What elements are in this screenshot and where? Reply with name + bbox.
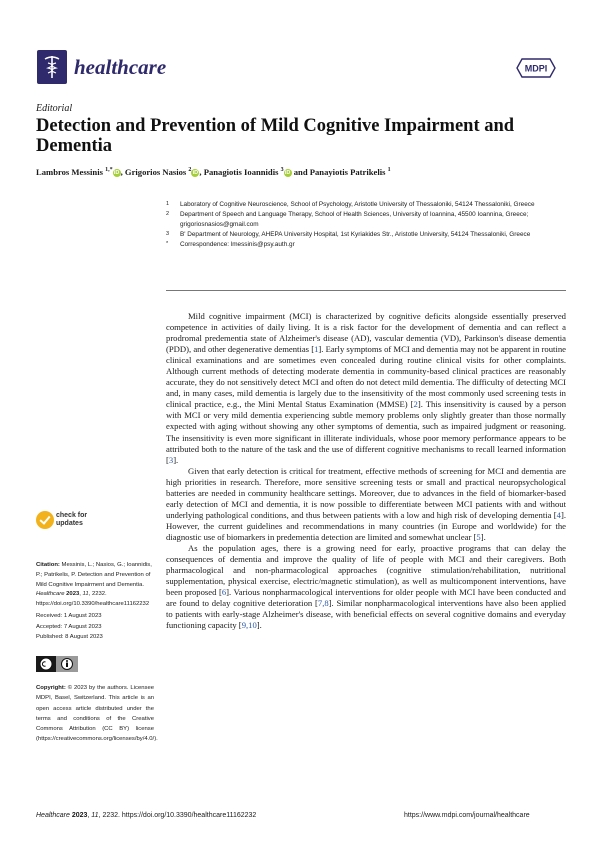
paragraph-text: ].	[173, 454, 179, 465]
author-affiliation-number: 3	[280, 167, 284, 173]
author-affiliation-number: 1,*	[105, 167, 113, 173]
footer-doi-link[interactable]: , 2232. https://doi.org/10.3390/healthcare11162232	[98, 812, 257, 819]
paragraph-text: ]. Various nonpharmacological interventions for older people with MCI have been conducted and are found to delay cognitive deterioration [	[166, 587, 566, 609]
cc-by-license-icon[interactable]	[36, 656, 78, 672]
paragraph-text: ]. Early symptoms of MCI and dementia may not be apparent in routine clinical examinations and are sometimes even concealed during routine clinical visits for other complaints. Although current methods of detecting moderate dementia in community-based clinical practices are reasonably accurate, they do not sensitively detect MCI and often do not detect mild dementia. The difficulty of detecting MCI and, in many cases, mild dementia is largely due to the insensitivity of the most commonly used screening tests in clinical practice, e.g., the Mini Mental Status Examination (MMSE) [	[166, 344, 566, 410]
paragraph-text: ]. This insensitivity is caused by a person with MCI or very mild dementia experiencing subtle memory problems only slightly greater than those normally expected with aging without showing any other symptoms of dementia, such as impaired judgment or reasoning. The insensitivity is even more significant in illiterate individuals, whose poor memory performance appears to be attributed both to the nature of the task and the use of different cognitive mechanisms to recall learned information [	[166, 399, 567, 465]
citation-text: Messinis, L.; Nasios, G.; Ioannidis, P.; Patrikelis, P. Detection and Prevention of Mild Cognitive Impairment and Dementia.	[36, 562, 152, 588]
footer-volume: 11	[91, 812, 99, 819]
citation-label: Citation:	[36, 562, 60, 568]
citation-volume: 11	[82, 591, 89, 598]
publisher-logo	[516, 58, 556, 78]
received-date: Received: 1 August 2023	[36, 613, 102, 619]
footer-year: 2023	[71, 812, 88, 819]
affiliation-item	[166, 210, 566, 230]
paragraph-text: ].	[256, 620, 262, 631]
author-affiliation-number: 2	[188, 167, 192, 173]
affiliations	[166, 200, 566, 250]
affiliation-text: Correspondence: lmessinis@psy.auth.gr	[180, 240, 295, 248]
orcid-icon[interactable]: iD	[192, 169, 199, 176]
citation-journal: Healthcare	[36, 591, 65, 598]
paragraph-text: ].	[480, 531, 486, 542]
check-for-updates-button[interactable]	[36, 509, 106, 533]
citation-reference-link[interactable]: 9,10	[241, 620, 257, 631]
author-affiliation-number: 1	[387, 167, 391, 173]
author-name: Lambros Messinis	[36, 166, 103, 177]
paragraph-text: Mild cognitive impairment (MCI) is characterized by cognitive deficits alongside essentially preserved competence in activities of daily living. It is a risk factor for the development of dementia and can reflect a prodromal predementia state of Alzheimer's disease (AD), vascular dementia (VD), Parkinson's disease dementia (PDD), and other degenerative dementias [	[166, 311, 566, 355]
author-name: Panayiotis Patrikelis	[309, 166, 386, 177]
citation-reference-link[interactable]: 6	[221, 587, 227, 598]
affiliation-number: *	[166, 240, 169, 247]
copyright-label: Copyright:	[36, 685, 66, 691]
orcid-icon[interactable]: iD	[284, 169, 291, 176]
author-list: Lambros Messinis $^{1,*}$iD, Grigorios Nasios $^2$iD, Panagiotis Ioannidis $^3$iD and Panayiotis Patrikelis $^1$	[36, 166, 391, 177]
dates-block	[36, 611, 154, 643]
affiliation-text: Department of Speech and Language Therapy, School of Health Sciences, University of Ioannina, 45500 Ioannina, Greece; grigoriosnasios@gmail.com	[180, 210, 529, 228]
paragraph-text: Given that early detection is critical for treatment, effective methods of screening for MCI and dementia are high priorities in research. Therefore, more sensitive screening tests or small and practical neuropsychological batteries are needed in community healthcare settings. Moreover, due to advances in the field of biomarker-based early detection of MCI and dementia, it is now possible to differentiate between MCI patients with and without underlying pathological conditions, and thus between patients with a low and high risk of developing dementia [	[166, 465, 566, 520]
author-name: Grigorios Nasios	[124, 166, 187, 177]
check-updates-line1: check for	[56, 512, 88, 519]
orcid-icon[interactable]: iD	[113, 169, 120, 176]
citation-block: Citation: Messinis, L.; Nasios, G.; Ioannidis, P.; Patrikelis, P. Detection and Prevention of Mild Cognitive Impairment and Dementia. Healthcare 2023, 11, 2232. https://doi.org/10.3390/healthcare11162232	[36, 562, 152, 607]
journal-logo-icon	[37, 50, 67, 84]
publisher-name: MDPI	[524, 63, 548, 74]
copyright-block	[36, 683, 158, 745]
citation-reference-link[interactable]: 2	[413, 399, 418, 410]
mdpi-logo-icon	[516, 58, 556, 78]
accepted-date: Accepted: 7 August 2023	[36, 623, 102, 630]
published-date: Published: 8 August 2023	[36, 634, 103, 640]
paper-title: Detection and Prevention of Mild Cognitive Impairment and Dementia	[36, 116, 515, 156]
body-paragraph	[166, 543, 566, 631]
affiliation-text: Laboratory of Cognitive Neuroscience, School of Psychology, Aristotle University of Thessaloniki, 54124 Thessaloniki, Greece	[180, 201, 535, 208]
citation-reference-link[interactable]: 1	[314, 344, 319, 355]
paragraph-text: As the population ages, there is a growing need for early, proactive programs that can delay the consequences of dementia and improve the quality of life of people with MCI and their caregivers. Both pharmacological and non-pharmacological approaches (cognitive stimulation/rehabilitation, nutritional supplementation, physical exercise, electric/magnetic stimulation), as well as multicomponent interventions, have been proposed [	[166, 542, 566, 598]
paragraph-text: ]. Similar nonpharmacological interventions have also been applied to patients with early-stage Alzheimer's disease, with beneficial effects on several cognitive domains and everyday functioning capacity [	[166, 598, 566, 631]
affiliation-number: 3	[166, 230, 170, 237]
divider	[166, 290, 566, 291]
document-type: Editorial	[36, 103, 73, 114]
affiliation-item	[166, 200, 566, 210]
affiliation-item	[166, 230, 566, 240]
citation-doi-link[interactable]: 2232. https://doi.org/10.3390/healthcare11162232	[36, 591, 150, 607]
footer-citation: Healthcare 2023, 11, 2232. https://doi.org/10.3390/healthcare11162232	[36, 812, 257, 819]
affiliation-number: 2	[166, 210, 170, 217]
citation-reference-link[interactable]: 4	[556, 509, 561, 520]
check-updates-line2: updates	[56, 519, 83, 527]
citation-reference-link[interactable]: 5	[476, 531, 481, 542]
footer-journal: Healthcare	[36, 812, 70, 819]
citation-year: 2023	[66, 591, 80, 598]
affiliation-text: B' Department of Neurology, AHEPA University Hospital, 1st Kyriakides Str., Aristotle University, 54124 Thessaloniki, Greece	[180, 230, 531, 238]
body-paragraph	[166, 466, 566, 543]
footer-journal-url[interactable]: https://www.mdpi.com/journal/healthcare	[404, 812, 530, 819]
citation-reference-link[interactable]: 7,8	[317, 598, 329, 609]
citation-reference-link[interactable]: 3	[168, 454, 174, 465]
affiliation-item	[166, 240, 566, 250]
article-body	[166, 311, 566, 631]
caduceus-icon	[41, 54, 63, 80]
author-name: Panagiotis Ioannidis	[203, 166, 279, 177]
cc-icon	[36, 656, 78, 672]
check-updates-icon	[36, 511, 54, 529]
copyright-text: © 2023 by the authors. Licensee MDPI, Basel, Switzerland. This article is an open access article distributed under the terms and conditions of the Creative Commons Attribution (CC BY) license (https://creativecommons.org/licenses/by/4.0/).	[36, 685, 158, 743]
paragraph-text: ]. However, the current guidelines and recommendations in many countries (in Europe and worldwide) for the diagnostic use of biomarkers in predementia detection are limited and somewhat unclear [	[166, 509, 566, 542]
affiliation-number: 1	[166, 201, 170, 207]
body-paragraph	[166, 311, 566, 466]
journal-name: healthcare	[74, 55, 167, 79]
